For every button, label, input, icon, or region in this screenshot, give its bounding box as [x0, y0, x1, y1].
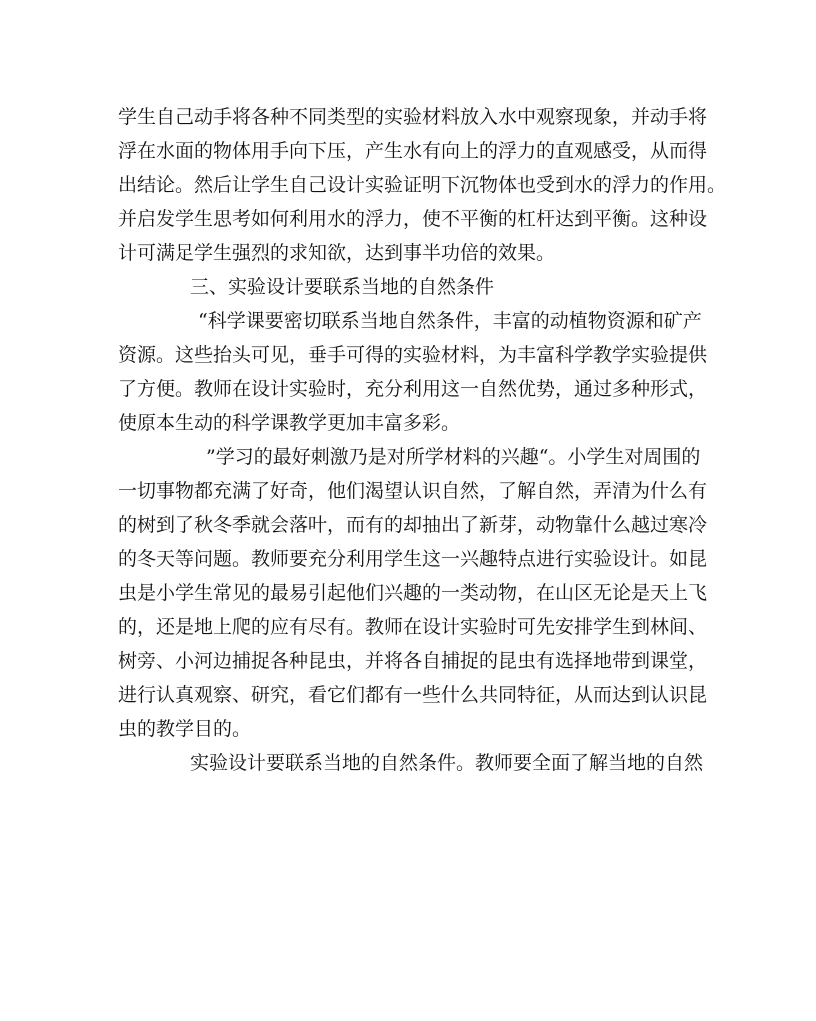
paragraph-line: 进行认真观察、研究，看它们都有一些什么共同特征，从而达到认识昆: [118, 684, 708, 706]
paragraph-line: 学生自己动手将各种不同类型的实验材料放入水中观察现象，并动手将: [118, 106, 708, 128]
paragraph-line: 的，还是地上爬的应有尽有。教师在设计实验时可先安排学生到林间、: [118, 616, 708, 638]
paragraph-line: 了方便。教师在设计实验时，充分利用这一自然优势，通过多种形式，: [118, 378, 708, 400]
paragraph-line: ”学习的最好刺激乃是对所学材料的兴趣“。小学生对周围的: [206, 446, 701, 468]
paragraph-line: 实验设计要联系当地的自然条件。教师要全面了解当地的自然: [190, 752, 704, 774]
document-body: [118, 100, 727, 780]
paragraph-line: 资源。这些抬头可见，垂手可得的实验材料，为丰富科学教学实验提供: [118, 344, 708, 366]
paragraph-line: “科学课要密切联系当地自然条件，丰富的动植物资源和矿产: [198, 310, 702, 332]
paragraph-1: [118, 100, 727, 270]
paragraph-line: 虫是小学生常见的最易引起他们兴趣的一类动物，在山区无论是天上飞: [118, 582, 708, 604]
paragraph-line: 出结论。然后让学生自己设计实验证明下沉物体也受到水的浮力的作用。: [118, 174, 727, 196]
paragraph-line: 的树到了秋冬季就会落叶，而有的却抽出了新芽，动物靠什么越过寒冷: [118, 514, 708, 536]
paragraph-2: [118, 304, 708, 440]
paragraph-line: 并启发学生思考如何利用水的浮力，使不平衡的杠杆达到平衡。这种设: [118, 208, 708, 230]
paragraph-4: [118, 746, 704, 780]
paragraph-line: 计可满足学生强烈的求知欲，达到事半功倍的效果。: [118, 242, 556, 264]
paragraph-line: 使原本生动的科学课教学更加丰富多彩。: [118, 412, 461, 434]
paragraph-line: 树旁、小河边捕捉各种昆虫，并将各自捕捉的昆虫有选择地带到课堂，: [118, 650, 708, 672]
paragraph-line: 一切事物都充满了好奇，他们渴望认识自然，了解自然，弄清为什么有: [118, 480, 708, 502]
paragraph-3: [118, 440, 708, 746]
paragraph-line: 虫的教学目的。: [118, 718, 252, 740]
paragraph-line: 的冬天等问题。教师要充分利用学生这一兴趣特点进行实验设计。如昆: [118, 548, 708, 570]
heading-line: 三、实验设计要联系当地的自然条件: [190, 276, 495, 298]
section-heading: [118, 270, 700, 304]
paragraph-line: 浮在水面的物体用手向下压，产生水有向上的浮力的直观感受，从而得: [118, 140, 708, 162]
